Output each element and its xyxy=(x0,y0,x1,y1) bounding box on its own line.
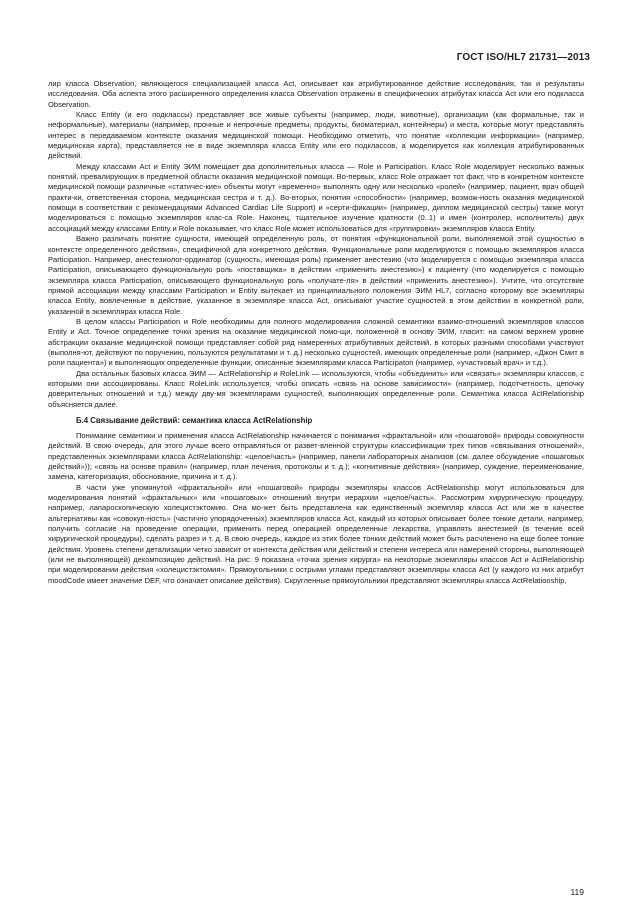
paragraph: Понимание семантики и применения класса ActRelationship начинается с понимания «фрактальной» или «пошаговой» природы совокупности действий. В свою очередь, для этого лучше всего отправляться от развет-вленной структуры классификации трех типов «связывания отношений», представленных экземплярами класса ActRelationship: «целое/часть» (например, панели лабораторных анализов (см. далее обсуждение «пошаговых действий»)); «связь на основе правил» (например, план лечения, протоколы и т. д.); «когнитивные действия» (например, суждение, переименование, замена, категоризация, обоснование, причина и т. д.). xyxy=(48,431,584,482)
section-heading: Б.4 Связывание действий: семантика класса ActRelationship xyxy=(76,416,313,425)
paragraph: Два остальных базовых класса ЭИМ — ActRelationship и RoleLink — используются, чтобы «объединить» или «связать» экземпляры классов, с которыми они ассоциированы. Класс RoleLink используется, чтобы описать «связь на основе зависимости» (например, подотчетность, цепочку доверительных отношений и т.д.) между дву-мя экземплярами сущностей, выполняющих определенные роли. Семантика класса ActRelationship объясняется далее. xyxy=(48,368,584,409)
page-number: 119 xyxy=(570,887,584,897)
body-text xyxy=(48,79,584,586)
paragraph: лир класса Observation, являющегося специализацией класса Act, описывает как атрибутированное действие исследования, так и результаты исследования. Оба аспекта этого расширенного определения класса Observation отражены в специфических атрибутах класса Act или его подкласса Observation. xyxy=(48,79,584,109)
paragraph: Класс Entity (и его подклассы) представляет все живые субъекты (например, люди, животные), организации (как формальные, так и неформальные), материалы (например, прочные и непрочные предметы, продукты, биоматериал, контейнеры) и места, которые могут представлять интерес в передаваемом контексте оказания медицинской помощи. Необходимо отметить, что понятие «коллекции информации» (например, медицинская карта), представляется не в виде экземпляра класса Entity или его подклассов, а моделируется как коллекция атрибутированных действий. xyxy=(48,110,584,161)
paragraph: В части уже упомянутой «фрактальной» или «пошаговой» природы экземпляры классов ActRelationship могут использоваться для моделирования понятий «фрактальных» или «пошаговых» отношений внутри иерархии «целое/часть». Рассмотрим хирургическую процедуру, например, лапароскопическую холецистэктомию. Она мо-жет быть представлена как единственный экземпляр класса Act или же в качестве альтернативы как «совокуп-ность» (частично упорядоченных) экземпляров класса Act, каждый из которых описывает более тонкие детали, например, получить согласие на проведение операции, применить перед операцией определенные лекарства, управлять анестезией (в течение всей хирургической процедуры), сделать разрез и т. д. В свою очередь, каждое из этих более тонких действий может быть расчленено на еще более тонкие действия. Уровень степени детализации четко зависит от контекста действия или действий и степени интереса или намерений стороны, выполняющей (или не выполняющей) декомпозицию действий. На рис. 9 показана «точка зрения хирурга» на некоторые экземпляры классов Act и ActRelationship при моделировании действия «холецистэктомия». Прямоугольники с острыми углами представляют экземпляры класса Act (у каждого из них атрибут moodCode имеет значение DEF, что означает описание действия). Скругленные прямоугольники представляют экземпляры класса ActRelationship, xyxy=(48,482,584,585)
paragraph: Между классами Act и Entity ЭИМ помещает два дополнительных класса — Role и Participation. Класс Role моделирует несколько важных понятий, превалирующих в предметной области оказания медицинской помощи. Во-первых, класс Role отражает тот факт, что в конкретном контексте медицинской помощи различные «статичес-кие» объекты могут «временно» выполнять одну или несколько «ролей» (например, пациент, врач общей практи-ки, ответственная сторона, медицинская сестра и т. д.). Во-вторых, понятия «способности» (например, возмож-ность оказания медицинской помощи в соответствии с рекомендациями Advanced Cardiac Life Support) и «серти-фикации» (например, диплом медицинской сестры) также могут моделироваться с помощью экземпляров клас-са Role. Наконец, тщательное изучение кратности (0..1) и имен (контролер, исполнитель) двух ассоциаций между классами Entity и Role показывает, что класс Role может использоваться для «группировки» экземпляров класса Entity. xyxy=(48,161,584,233)
paragraph: В целом классы Participation и Role необходимы для полного моделирования сложной семантики взаимо-отношений экземпляров классов Entity и Act. Точное определение точки зрения на оказание медицинской помо-щи, положенной в основу ЭИМ, гласит: на самом верхнем уровне абстракции оказание медицинской помощи представляет собой ряд намеренных атрибутивных действий, в которых разными способами участвуют (выполня-ют, действуют по поручению, пользуются результатами и т. д.) несколько сущностей, имеющих определенные роли (например, «Джон Смит в роли пациента») и выполняющих определенные функции, описанные экземплярами класса Participaton (например, «участковый врач» и т.д.). xyxy=(48,316,584,368)
running-header: ГОСТ ISO/HL7 21731—2013 xyxy=(456,52,590,63)
paragraph: Важно различать понятие сущности, имеющей определенную роль, от понятия «функциональной роли, выполняемой этой сущностью в контексте определенного действия», специфичной для конкретного действия. Функциональные роли моделируются с помощью экземпляров класса Participation. Например, анестезиолог-ординатор (сущность, имеющая роль) применяет анестезию (что моделируется с помощью экземпляра класса Participation, описывающего функциональную роль «поставщика» в действии «применить анестезию») к пациенту (что моделируется с помощью экземпляра класса Participation, описывающего функциональную роль «получате-ля» в действии «применить анестезию»). Учтите, что отсутствие прямой ассоциации между классами Participation и Entity вытекает из принципиального положения ЭИМ HL7, согласно которому все экземпляры класса Entity, вовлеченные в действие, указанное в экземпляре класса Act, описывают участие сущностей в этом действии в конкретной роли, указанной в экземплярах класса Role. xyxy=(48,234,584,316)
